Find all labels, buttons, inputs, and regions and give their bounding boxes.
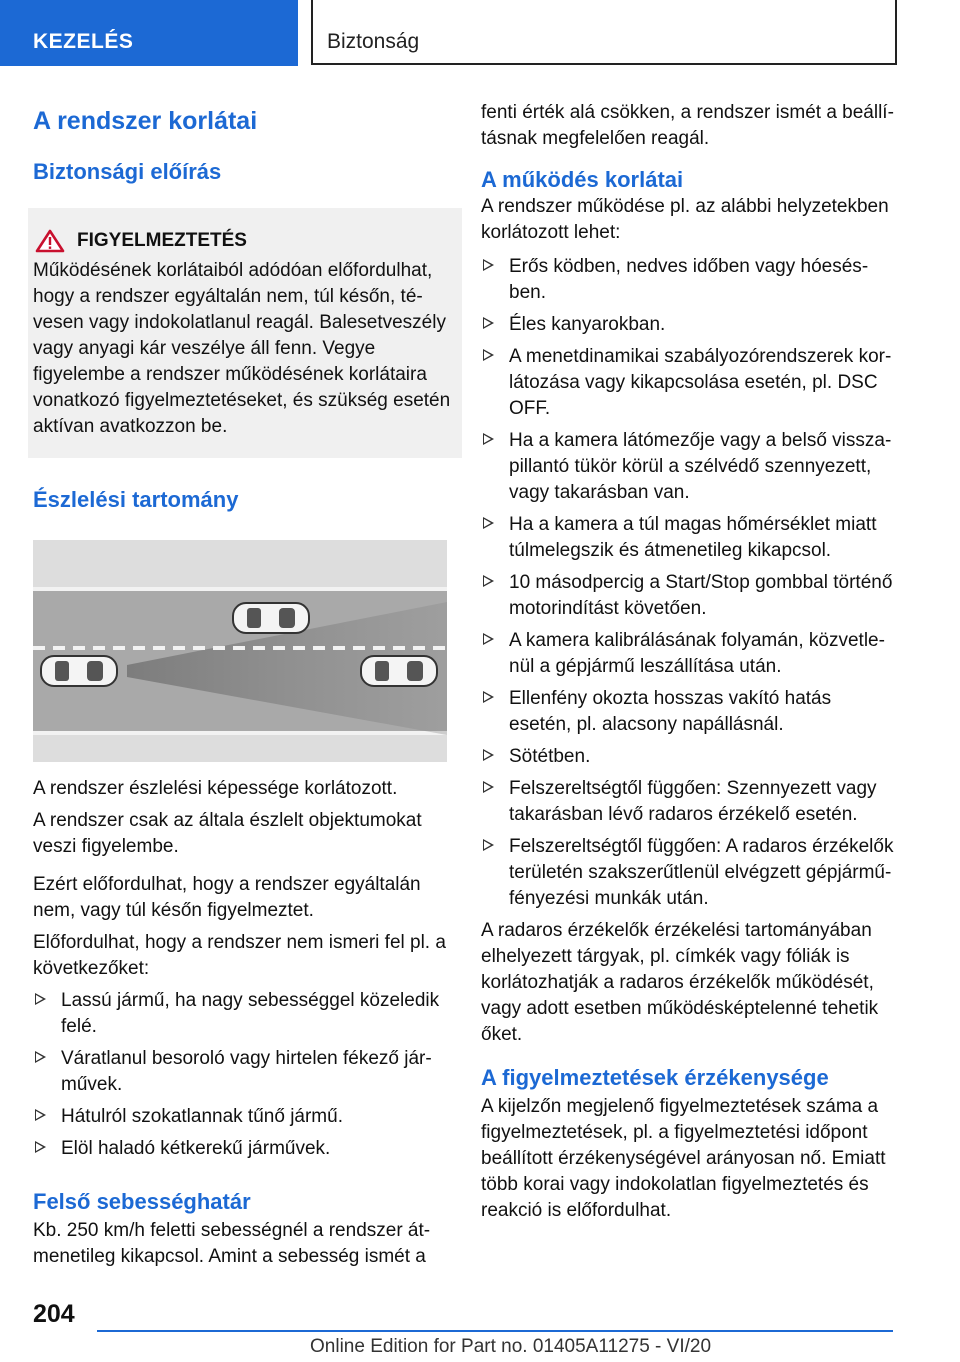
safety-heading: Biztonsági előírás — [33, 159, 222, 184]
bullet-triangle-icon — [35, 993, 46, 1005]
header-chapter-box — [311, 0, 897, 65]
limits-intro: A rendszer működése pl. az alábbi helyzetekben korlátozott lehet: — [481, 196, 889, 243]
bullet-triangle-icon — [483, 781, 494, 793]
not-recognized-list — [33, 988, 449, 1162]
left-column — [33, 100, 449, 1270]
bullet-triangle-icon — [35, 1141, 46, 1153]
list-item: Ellenfény okozta hosszas vakító hatás esetén, pl. alacsony napállásnál. — [481, 686, 897, 738]
bullet-triangle-icon — [35, 1051, 46, 1063]
header-section-tab — [0, 0, 298, 66]
warning-triangle-icon — [35, 229, 65, 253]
list-item: 10 másodpercig a Start/Stop gombbal történő motorindítást követően. — [481, 570, 897, 622]
list-item: Elöl haladó kétkerekű járművek. — [33, 1136, 449, 1162]
bullet-triangle-icon — [483, 349, 494, 361]
header-section-label: KEZELÉS — [33, 30, 134, 53]
sensitivity-text: A kijelzőn megjelenő figyelmeztetések száma a figyelmeztetések, pl. a figyelmeztetési időpont beállított érzékenységével arányosan nő. Emiatt több korai vagy indokolatlan figyelmeztetés és reakció is előfordulhat. — [481, 1096, 886, 1221]
detection-range-figure — [33, 540, 447, 762]
speed-limit-text: Kb. 250 km/h feletti sebességnél a rendszer átmenetileg kikapcsol. Amint a sebesség ismét a — [33, 1220, 431, 1267]
warning-box — [28, 208, 462, 458]
section-title: A rendszer korlátai — [33, 107, 258, 135]
warning-header — [33, 228, 452, 254]
vehicle-ahead-same-lane-icon — [361, 656, 437, 686]
list-item: Ha a kamera a túl magas hőmérséklet miatt túlmelegszik és átmenetileg kikapcsol. — [481, 512, 897, 564]
page-number: 204 — [33, 1300, 75, 1328]
list-item: Lassú jármű, ha nagy sebességgel közeledik felé. — [33, 988, 449, 1040]
road-illustration — [33, 540, 447, 762]
bullet-triangle-icon — [483, 433, 494, 445]
bullet-triangle-icon — [483, 839, 494, 851]
list-item: Felszereltségtől függően: A radaros érzékelők területén szakszerűtlenül elvégzett gépjárműfényezési munkák után. — [481, 834, 897, 912]
warning-title: FIGYELMEZTETÉS — [77, 230, 247, 251]
list-item: Felszereltségtől függően: Szennyezett vagy takarásban lévő radaros érzékelő esetén. — [481, 776, 897, 828]
continued-text: fenti érték alá csökken, a rendszer ismét a beállításnak megfelelően reagál. — [481, 102, 894, 149]
paragraph-limited: A rendszer észlelési képessége korlátozott. — [33, 778, 398, 799]
paragraph-detected-objects: A rendszer csak az általa észlelt objektumokat veszi figyelembe. — [33, 810, 422, 857]
list-item: A menetdinamikai szabályozórendszerek korlátozása vagy kikapcsolása esetén, pl. DSC OFF. — [481, 344, 897, 422]
bullet-triangle-icon — [483, 749, 494, 761]
bullet-triangle-icon — [483, 633, 494, 645]
speed-limit-heading: Felső sebességhatár — [33, 1189, 251, 1214]
list-item: Sötétben. — [481, 744, 897, 770]
limits-list — [481, 254, 897, 912]
paragraph-not-recognized: Előfordulhat, hogy a rendszer nem ismeri fel pl. a következőket: — [33, 932, 446, 979]
header-chapter-label: Biztonság — [327, 30, 420, 53]
paragraph-late-warning: Ezért előfordulhat, hogy a rendszer egyáltalán nem, vagy túl későn figyelmeztet. — [33, 874, 421, 921]
bullet-triangle-icon — [483, 575, 494, 587]
list-item: Ha a kamera látómezője vagy a belső visszapillantó tükör körül a szélvédő szennyezett, vagy takarásban van. — [481, 428, 897, 506]
list-item: Hátulról szokatlannak tűnő jármű. — [33, 1104, 449, 1130]
range-heading: Észlelési tartomány — [33, 487, 239, 512]
bullet-triangle-icon — [483, 517, 494, 529]
list-item: A kamera kalibrálásának folyamán, közvetlenül a gépjármű leszállítása után. — [481, 628, 897, 680]
bullet-triangle-icon — [483, 317, 494, 329]
radar-text: A radaros érzékelők érzékelési tartományában elhelyezett tárgyak, pl. címkék vagy fóliák is korlátozhatják a radaros érzékelők működését, vagy adott esetben működésképtelenné tehetik őket. — [481, 920, 879, 1045]
bullet-triangle-icon — [483, 691, 494, 703]
warning-text: Működésének korlátaiból adódóan előfordulhat, hogy a rendszer egyáltalán nem, túl későn, tévesen vagy indokolatlanul reagál. Balesetveszély vagy anyagi kár veszélye áll fenn. Vegye figyelembe a rendszer működésének korlátaira vonatkozó figyelmeztetéseket, és szükség esetén aktívan avatkozzon be. — [33, 260, 451, 437]
list-item: Éles kanyarokban. — [481, 312, 897, 338]
vehicle-ego-icon — [41, 656, 117, 686]
right-column — [481, 100, 897, 1224]
footer-edition: Online Edition for Part no. 01405A11275 - VI/20 — [310, 1336, 712, 1357]
list-item: Váratlanul besoroló vagy hirtelen fékező járművek. — [33, 1046, 449, 1098]
footer-divider — [97, 1330, 893, 1332]
sensitivity-heading: A figyelmeztetések érzékenysége — [481, 1065, 829, 1090]
limits-heading: A működés korlátai — [481, 167, 684, 192]
bullet-triangle-icon — [483, 259, 494, 271]
vehicle-ahead-left-lane-icon — [233, 603, 309, 633]
list-item: Erős ködben, nedves időben vagy hóesésben. — [481, 254, 897, 306]
bullet-triangle-icon — [35, 1109, 46, 1121]
